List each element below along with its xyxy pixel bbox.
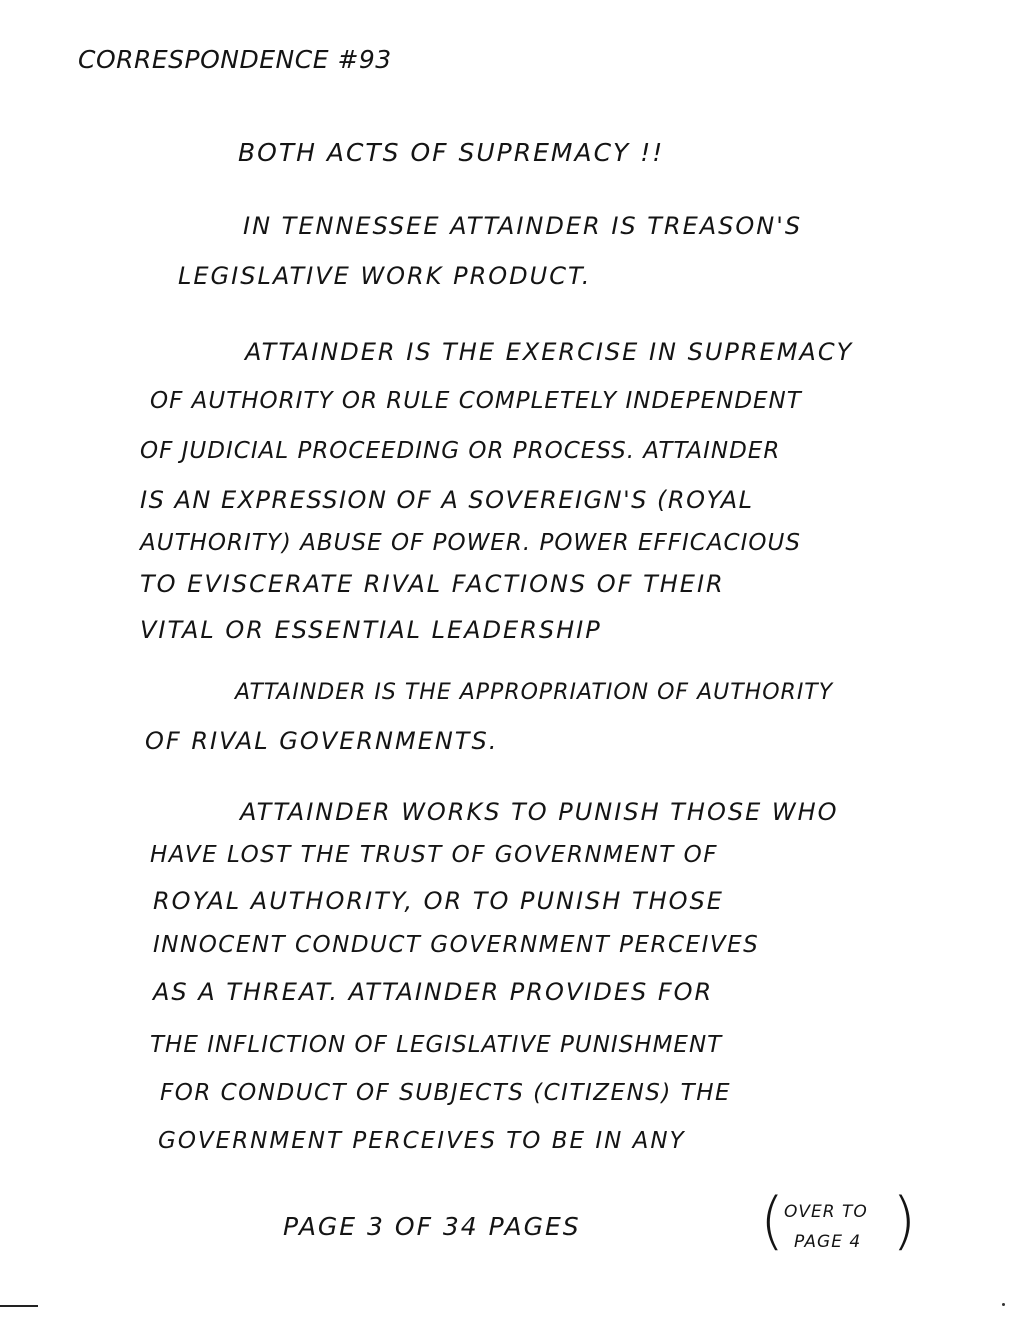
text-line: LEGISLATIVE WORK PRODUCT. — [178, 262, 592, 290]
left-parenthesis: ( — [760, 1184, 785, 1257]
text-line: BOTH ACTS OF SUPREMACY !! — [238, 138, 665, 167]
text-line: IN TENNESSEE ATTAINDER IS TREASON'S — [243, 212, 803, 240]
scan-edge-mark — [0, 1305, 38, 1307]
text-line: TO EVISCERATE RIVAL FACTIONS OF THEIR — [140, 570, 725, 598]
next-page-line: PAGE 4 — [794, 1232, 862, 1252]
text-line: OF JUDICIAL PROCEEDING OR PROCESS. ATTAINDER — [140, 438, 781, 464]
document-header: CORRESPONDENCE #93 — [78, 45, 392, 74]
text-line: AS A THREAT. ATTAINDER PROVIDES FOR — [153, 978, 714, 1006]
scan-speck — [1002, 1303, 1005, 1306]
text-line: FOR CONDUCT OF SUBJECTS (CITIZENS) THE — [160, 1080, 732, 1106]
right-parenthesis: ) — [892, 1184, 917, 1257]
text-line: OF AUTHORITY OR RULE COMPLETELY INDEPENDENT — [150, 388, 802, 414]
text-line: ATTAINDER WORKS TO PUNISH THOSE WHO — [240, 798, 839, 826]
text-line: HAVE LOST THE TRUST OF GOVERNMENT OF — [150, 842, 718, 868]
text-line: OF RIVAL GOVERNMENTS. — [145, 727, 499, 755]
text-line: IS AN EXPRESSION OF A SOVEREIGN'S (ROYAL — [140, 486, 754, 514]
text-line: ATTAINDER IS THE APPROPRIATION OF AUTHORITY — [235, 680, 834, 705]
text-line: VITAL OR ESSENTIAL LEADERSHIP — [140, 616, 602, 644]
page-number-label: PAGE 3 OF 34 PAGES — [283, 1212, 581, 1241]
text-line: INNOCENT CONDUCT GOVERNMENT PERCEIVES — [153, 932, 760, 958]
text-line: THE INFLICTION OF LEGISLATIVE PUNISHMENT — [150, 1032, 723, 1058]
text-line: ROYAL AUTHORITY, OR TO PUNISH THOSE — [153, 887, 724, 915]
text-line: ATTAINDER IS THE EXERCISE IN SUPREMACY — [245, 338, 854, 366]
text-line: GOVERNMENT PERCEIVES TO BE IN ANY — [158, 1128, 686, 1154]
text-line: AUTHORITY) ABUSE OF POWER. POWER EFFICACIOUS — [140, 530, 801, 556]
over-to-note — [760, 1184, 917, 1270]
over-to-line: OVER TO — [784, 1202, 868, 1222]
